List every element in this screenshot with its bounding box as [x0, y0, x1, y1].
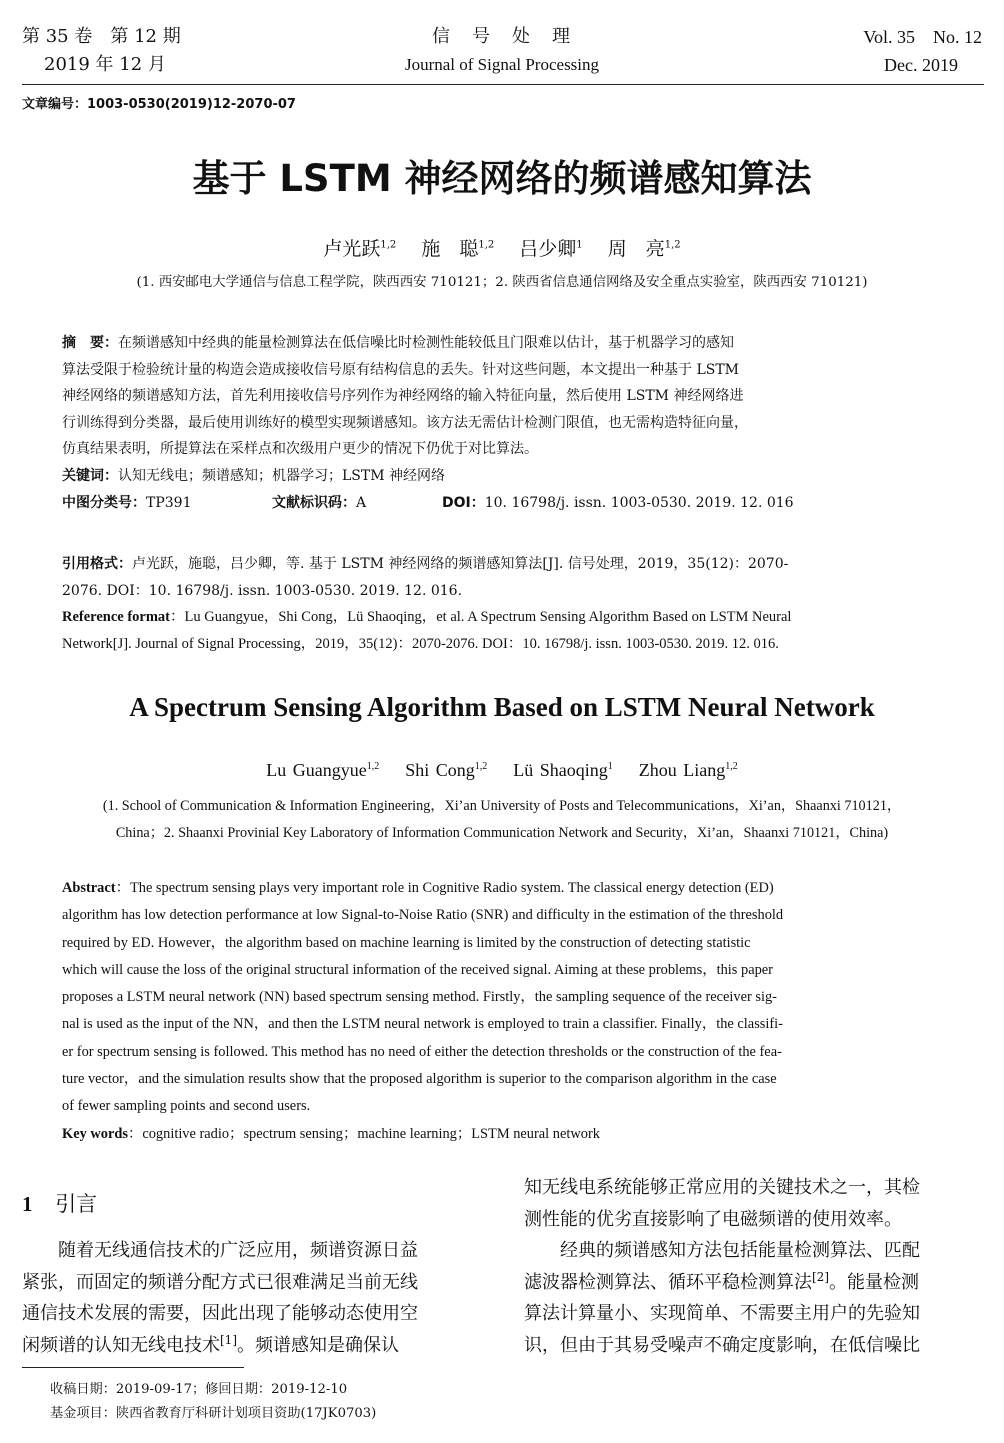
author-sup: 1,2 [725, 761, 738, 772]
footnote-rule [22, 1367, 244, 1368]
author: 施 聪 [421, 238, 479, 260]
issue-date-en: Dec. 2019 [884, 55, 958, 75]
keywords-cn: 认知无线电；频谱感知；机器学习；LSTM 神经网络 [118, 467, 446, 484]
author-sup: 1,2 [474, 761, 488, 772]
abstract-line: 神经网络的频谱感知方法，首先利用接收信号序列作为神经网络的输入特征向量，然后使用 LSTM 神经网络进 [62, 388, 744, 405]
citation-ref: [1] [220, 1332, 237, 1347]
citation-cn: 卢光跃，施聪，吕少卿，等. 基于 LSTM 神经网络的频谱感知算法[J]. 信号处理，2019，35(12)：2070- [132, 556, 789, 572]
citation-cn: 2076. DOI：10. 16798/j. issn. 1003-0530. 2019. 12. 016. [62, 582, 463, 599]
abstract-cn [62, 330, 942, 517]
affiliation-line: China；2. Shaanxi Provinial Key Laboratory of Information Communication Network and Security，Xi’an，Shaanxi 710121，China) [115, 825, 889, 841]
abstract-en [62, 875, 942, 1148]
author: Lu Guangyue [266, 760, 367, 780]
body-left-column [22, 1235, 478, 1361]
abstract-line: 仿真结果表明，所提算法在采样点和次级用户更少的情况下仍优于对比算法。 [62, 441, 538, 458]
author-sup: 1,2 [366, 761, 380, 772]
clc-value: TP391 [146, 494, 192, 511]
body-line: 紧张，而固定的频谱分配方式已很难满足当前无线 [22, 1271, 418, 1293]
citation-label-cn: 引用格式： [62, 556, 132, 572]
doi-value: 10. 16798/j. issn. 1003-0530. 2019. 12. 016 [484, 494, 794, 511]
body-line: 算法计算量小、实现简单、不需要主用户的先验知 [524, 1303, 920, 1324]
abstract-line: of fewer sampling points and second users. [62, 1098, 311, 1115]
abstract-line: 算法受限于检验统计量的构造会造成接收信号原有结构信息的丢失。针对这些问题，本文提出一种基于 LSTM [62, 361, 740, 378]
citation-en: Network[J]. Journal of Signal Processing，2019，35(12)：2070-2076. DOI：10. 16798/j. issn. 1003-0530. 2019. 12. 016. [62, 635, 779, 652]
journal-title-cn: 信 号 处 理 [432, 26, 572, 47]
clc-label: 中图分类号： [62, 494, 146, 511]
citation-ref: [2] [812, 1269, 829, 1284]
footnote [50, 1378, 376, 1426]
abstract-line: proposes a LSTM neural network (NN) based spectrum sensing method. Firstly，the sampling sequence of the receiver sig- [62, 989, 777, 1006]
abstract-line: required by ED. However，the algorithm based on machine learning is limited by the construction of detecting statistic [62, 934, 751, 951]
author-sup: 1,2 [664, 239, 681, 251]
keywords-label-en: Key words [62, 1125, 128, 1142]
volume-issue-en: Vol. 35 No. 12 [863, 27, 982, 47]
affiliation-line: (1. School of Communication & Information Engineering，Xi’an University of Posts and Telecommunications，Xi’an，Shaanxi 710121， [102, 798, 902, 814]
body-line: 闲频谱的认知无线电技术 [22, 1334, 220, 1356]
body-line: 。频谱感知是确保认 [237, 1334, 399, 1356]
doi-label: DOI： [442, 494, 485, 511]
abstract-label-cn: 摘 要： [62, 335, 118, 351]
affiliation-en [0, 793, 1004, 847]
body-line: 通信技术发展的需要，因此出现了能够动态使用空 [22, 1303, 418, 1324]
received-date: 收稿日期：2019-09-17；修回日期：2019-12-10 [50, 1382, 348, 1397]
abstract-line: which will cause the loss of the original structural information of the received signal. Aiming at these problems，this paper [62, 961, 773, 978]
article-number: 文章编号：1003-0530(2019)12-2070-07 [22, 97, 296, 112]
body-line: 随着无线通信技术的广泛应用，频谱资源日益 [58, 1240, 418, 1261]
keywords-en: ：cognitive radio；spectrum sensing；machine learning；LSTM neural network [127, 1125, 600, 1142]
paper-title-cn: 基于 LSTM 神经网络的频谱感知算法 [192, 157, 812, 200]
abstract-line: 在频谱感知中经典的能量检测算法在低信噪比时检测性能较低且门限难以估计，基于机器学习的感知 [118, 335, 734, 351]
abstract-line: ：The spectrum sensing plays very important role in Cognitive Radio system. The classical energy detection (ED) [115, 880, 774, 896]
author: 周 亮 [607, 238, 665, 260]
abstract-line: er for spectrum sensing is followed. This method has no need of either the detection thresholds or the construction of the fea- [62, 1043, 782, 1060]
author-sup: 1,2 [380, 239, 397, 251]
journal-title-en: Journal of Signal Processing [404, 55, 600, 74]
author: Lü Shaoqing [513, 760, 608, 780]
authors-cn [0, 234, 1004, 261]
author: 吕少卿 [519, 238, 577, 260]
volume-issue: 第 35 卷 第 12 期 [22, 26, 181, 47]
citation-block [62, 551, 942, 657]
author: Shi Cong [405, 760, 475, 780]
author-sup: 1 [607, 761, 613, 772]
body-line: 测性能的优劣直接影响了电磁频谱的使用效率。 [524, 1208, 902, 1230]
header-rule [22, 84, 984, 85]
body-line: 。能量检测 [829, 1271, 919, 1293]
body-line: 滤波器检测算法、循环平稳检测算法 [524, 1271, 812, 1293]
body-line: 识，但由于其易受噪声不确定度影响，在低信噪比 [524, 1334, 920, 1356]
body-right-column [524, 1172, 984, 1361]
abstract-line: algorithm has low detection performance at low Signal-to-Noise Ratio (SNR) and difficulty in the estimation of the threshold [62, 907, 784, 924]
abstract-line: 行训练得到分类器，最后使用训练好的模型实现频谱感知。该方法无需估计检测门限值，也无需构造特征向量， [62, 414, 748, 431]
author: Zhou Liang [638, 760, 726, 780]
abstract-label-en: Abstract [62, 880, 116, 896]
authors-en [0, 760, 1004, 781]
fund-info: 基金项目：陕西省教育厅科研计划项目资助(17JK0703) [50, 1406, 377, 1421]
issue-date: 2019 年 12 月 [44, 54, 166, 75]
author-sup: 1,2 [478, 239, 495, 251]
affiliation-cn: (1. 西安邮电大学通信与信息工程学院，陕西西安 710121；2. 陕西省信息通信网络及安全重点实验室，陕西西安 710121) [136, 275, 868, 290]
author-sup: 1 [576, 239, 583, 251]
citation-en: ：Lu Guangyue，Shi Cong，Lü Shaoqing，et al. A Spectrum Sensing Algorithm Based on LSTM Neural [170, 609, 792, 626]
doc-code-value: A [356, 494, 367, 511]
author: 卢光跃 [323, 238, 381, 260]
doc-code-label: 文献标识码： [272, 494, 356, 511]
section-title: 引言 [55, 1192, 98, 1216]
body-line: 经典的频谱感知方法包括能量检测算法、匹配 [560, 1240, 920, 1261]
keywords-label-cn: 关键词： [62, 467, 118, 484]
section-heading [22, 1188, 97, 1218]
paper-title-en: A Spectrum Sensing Algorithm Based on LSTM Neural Network [129, 692, 875, 722]
citation-label-en: Reference format [62, 609, 171, 626]
body-line: 知无线电系统能够正常应用的关键技术之一，其检 [524, 1177, 920, 1198]
abstract-line: nal is used as the input of the NN，and then the LSTM neural network is employed to train a classifier. Finally，the classifi- [62, 1016, 783, 1033]
abstract-line: ture vector，and the simulation results show that the proposed algorithm is superior to the comparison algorithm in the case [62, 1071, 777, 1088]
section-number: 1 [22, 1192, 33, 1216]
